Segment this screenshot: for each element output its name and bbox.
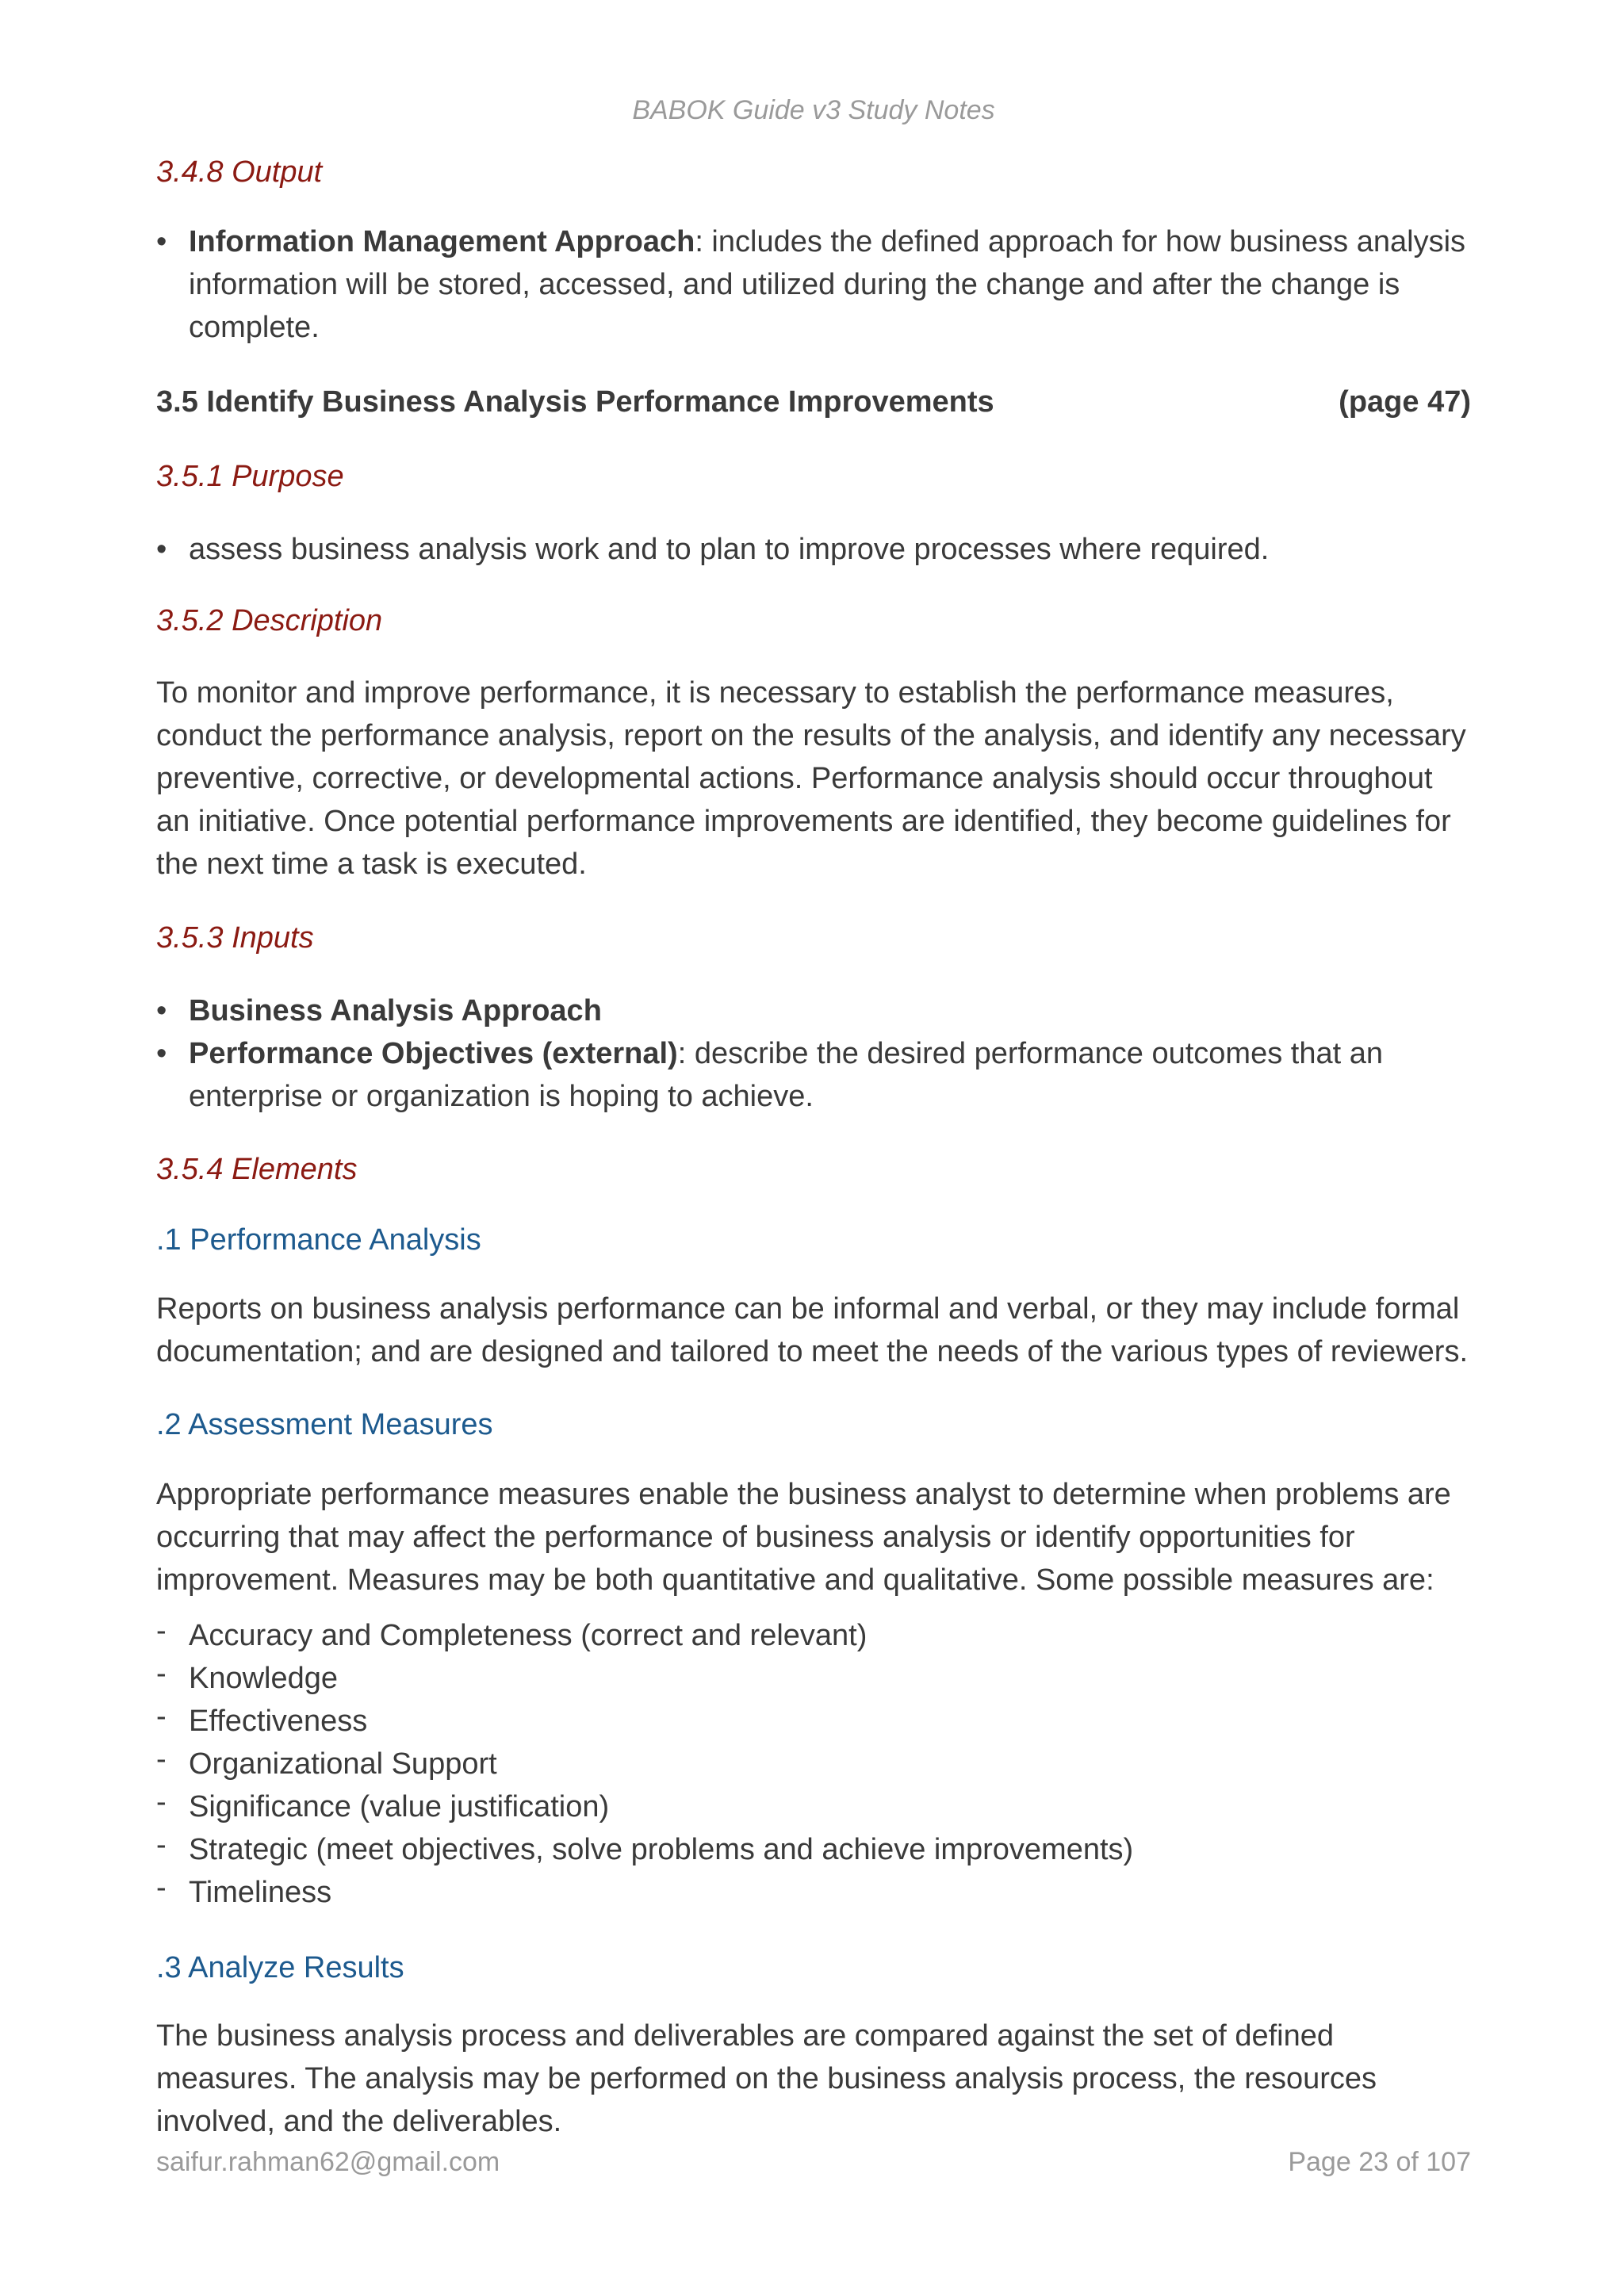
measure-text: Significance (value justification) — [189, 1790, 610, 1823]
section-3-4-8-heading: 3.4.8 Output — [156, 155, 323, 189]
element-2-paragraph: Appropriate performance measures enable the business analyst to determine when problems are occurring that may affect the performance of business analysis or identify opportunities for improvement. Measures may be both quantitative and qualitative. Some possible measures are: — [156, 1478, 1451, 1597]
measure-text: Effectiveness — [189, 1705, 368, 1738]
description-paragraph: To monitor and improve performance, it is necessary to establish the performance measures, conduct the performance analysis, report on the results of the analysis, and identify any necessary preventive, corrective, or developmental actions. Performance analysis should occur throughout an initiative. Once potential performance improvements are identified, they become guidelines for the next time a task is executed. — [156, 676, 1466, 881]
list-item — [156, 1785, 1471, 1828]
bullet-text: assess business analysis work and to plan to improve processes where required. — [189, 533, 1270, 566]
page-footer — [156, 2147, 1471, 2178]
list-item — [156, 528, 1471, 571]
section-3-4-8-bullets — [156, 220, 1471, 349]
dash-marker: - — [156, 1871, 167, 1904]
footer-email: saifur.rahman62@gmail.com — [156, 2147, 500, 2177]
bullet-marker: • — [156, 994, 167, 1027]
measure-text: Timeliness — [189, 1876, 332, 1909]
list-item — [156, 1614, 1471, 1657]
section-3-5-1-bullets — [156, 528, 1471, 571]
bullet-text: : includes the defined approach for how business analysis information will be stored, accessed, and utilized during the change and after the change is complete. — [189, 225, 1466, 344]
measure-text: Knowledge — [189, 1662, 339, 1695]
page-reference: (page 47) — [1339, 385, 1471, 419]
section-title-text: 3.5 Identify Business Analysis Performance Improvements — [156, 385, 994, 419]
dash-marker: - — [156, 1785, 167, 1819]
page-number: Page 23 of 107 — [1288, 2147, 1471, 2177]
bullet-term: Business Analysis Approach — [189, 994, 602, 1027]
section-3-5-2-heading: 3.5.2 Description — [156, 604, 383, 637]
dash-marker: - — [156, 1743, 167, 1776]
section-3-5-3-heading: 3.5.3 Inputs — [156, 921, 314, 955]
list-item — [156, 1032, 1471, 1118]
element-3-paragraph: The business analysis process and deliverables are compared against the set of defined measures. The analysis may be performed on the business analysis process, the resources involved, and the deliverables. — [156, 2019, 1377, 2138]
element-3-heading: .3 Analyze Results — [156, 1951, 404, 1984]
bullet-marker: • — [156, 225, 167, 258]
dash-marker: - — [156, 1700, 167, 1733]
list-item — [156, 220, 1471, 349]
list-item — [156, 989, 1471, 1032]
list-item — [156, 1828, 1471, 1871]
section-3-5-4-heading: 3.5.4 Elements — [156, 1153, 358, 1186]
dash-marker: - — [156, 1614, 167, 1647]
dash-marker: - — [156, 1657, 167, 1690]
list-item — [156, 1657, 1471, 1700]
bullet-text: : describe the desired performance outcomes that an enterprise or organization is hoping to achieve. — [189, 1037, 1383, 1113]
section-3-5-title — [156, 385, 1471, 419]
running-header: BABOK Guide v3 Study Notes — [632, 95, 995, 125]
measure-text: Organizational Support — [189, 1747, 497, 1781]
bullet-marker: • — [156, 1037, 167, 1070]
element-1-paragraph: Reports on business analysis performance can be informal and verbal, or they may include formal documentation; and are designed and tailored to meet the needs of the various types of reviewers. — [156, 1292, 1469, 1368]
section-3-5-1-heading: 3.5.1 Purpose — [156, 460, 344, 493]
measure-text: Accuracy and Completeness (correct and relevant) — [189, 1619, 868, 1652]
measures-list — [156, 1614, 1471, 1914]
bullet-marker: • — [156, 533, 167, 566]
measure-text: Strategic (meet objectives, solve problems and achieve improvements) — [189, 1833, 1134, 1866]
list-item — [156, 1871, 1471, 1914]
dash-marker: - — [156, 1828, 167, 1862]
element-1-heading: .1 Performance Analysis — [156, 1223, 481, 1257]
bullet-term: Performance Objectives (external) — [189, 1037, 678, 1070]
inputs-bullets — [156, 989, 1471, 1118]
list-item — [156, 1743, 1471, 1785]
element-2-heading: .2 Assessment Measures — [156, 1408, 493, 1441]
list-item — [156, 1700, 1471, 1743]
bullet-term: Information Management Approach — [189, 225, 695, 258]
